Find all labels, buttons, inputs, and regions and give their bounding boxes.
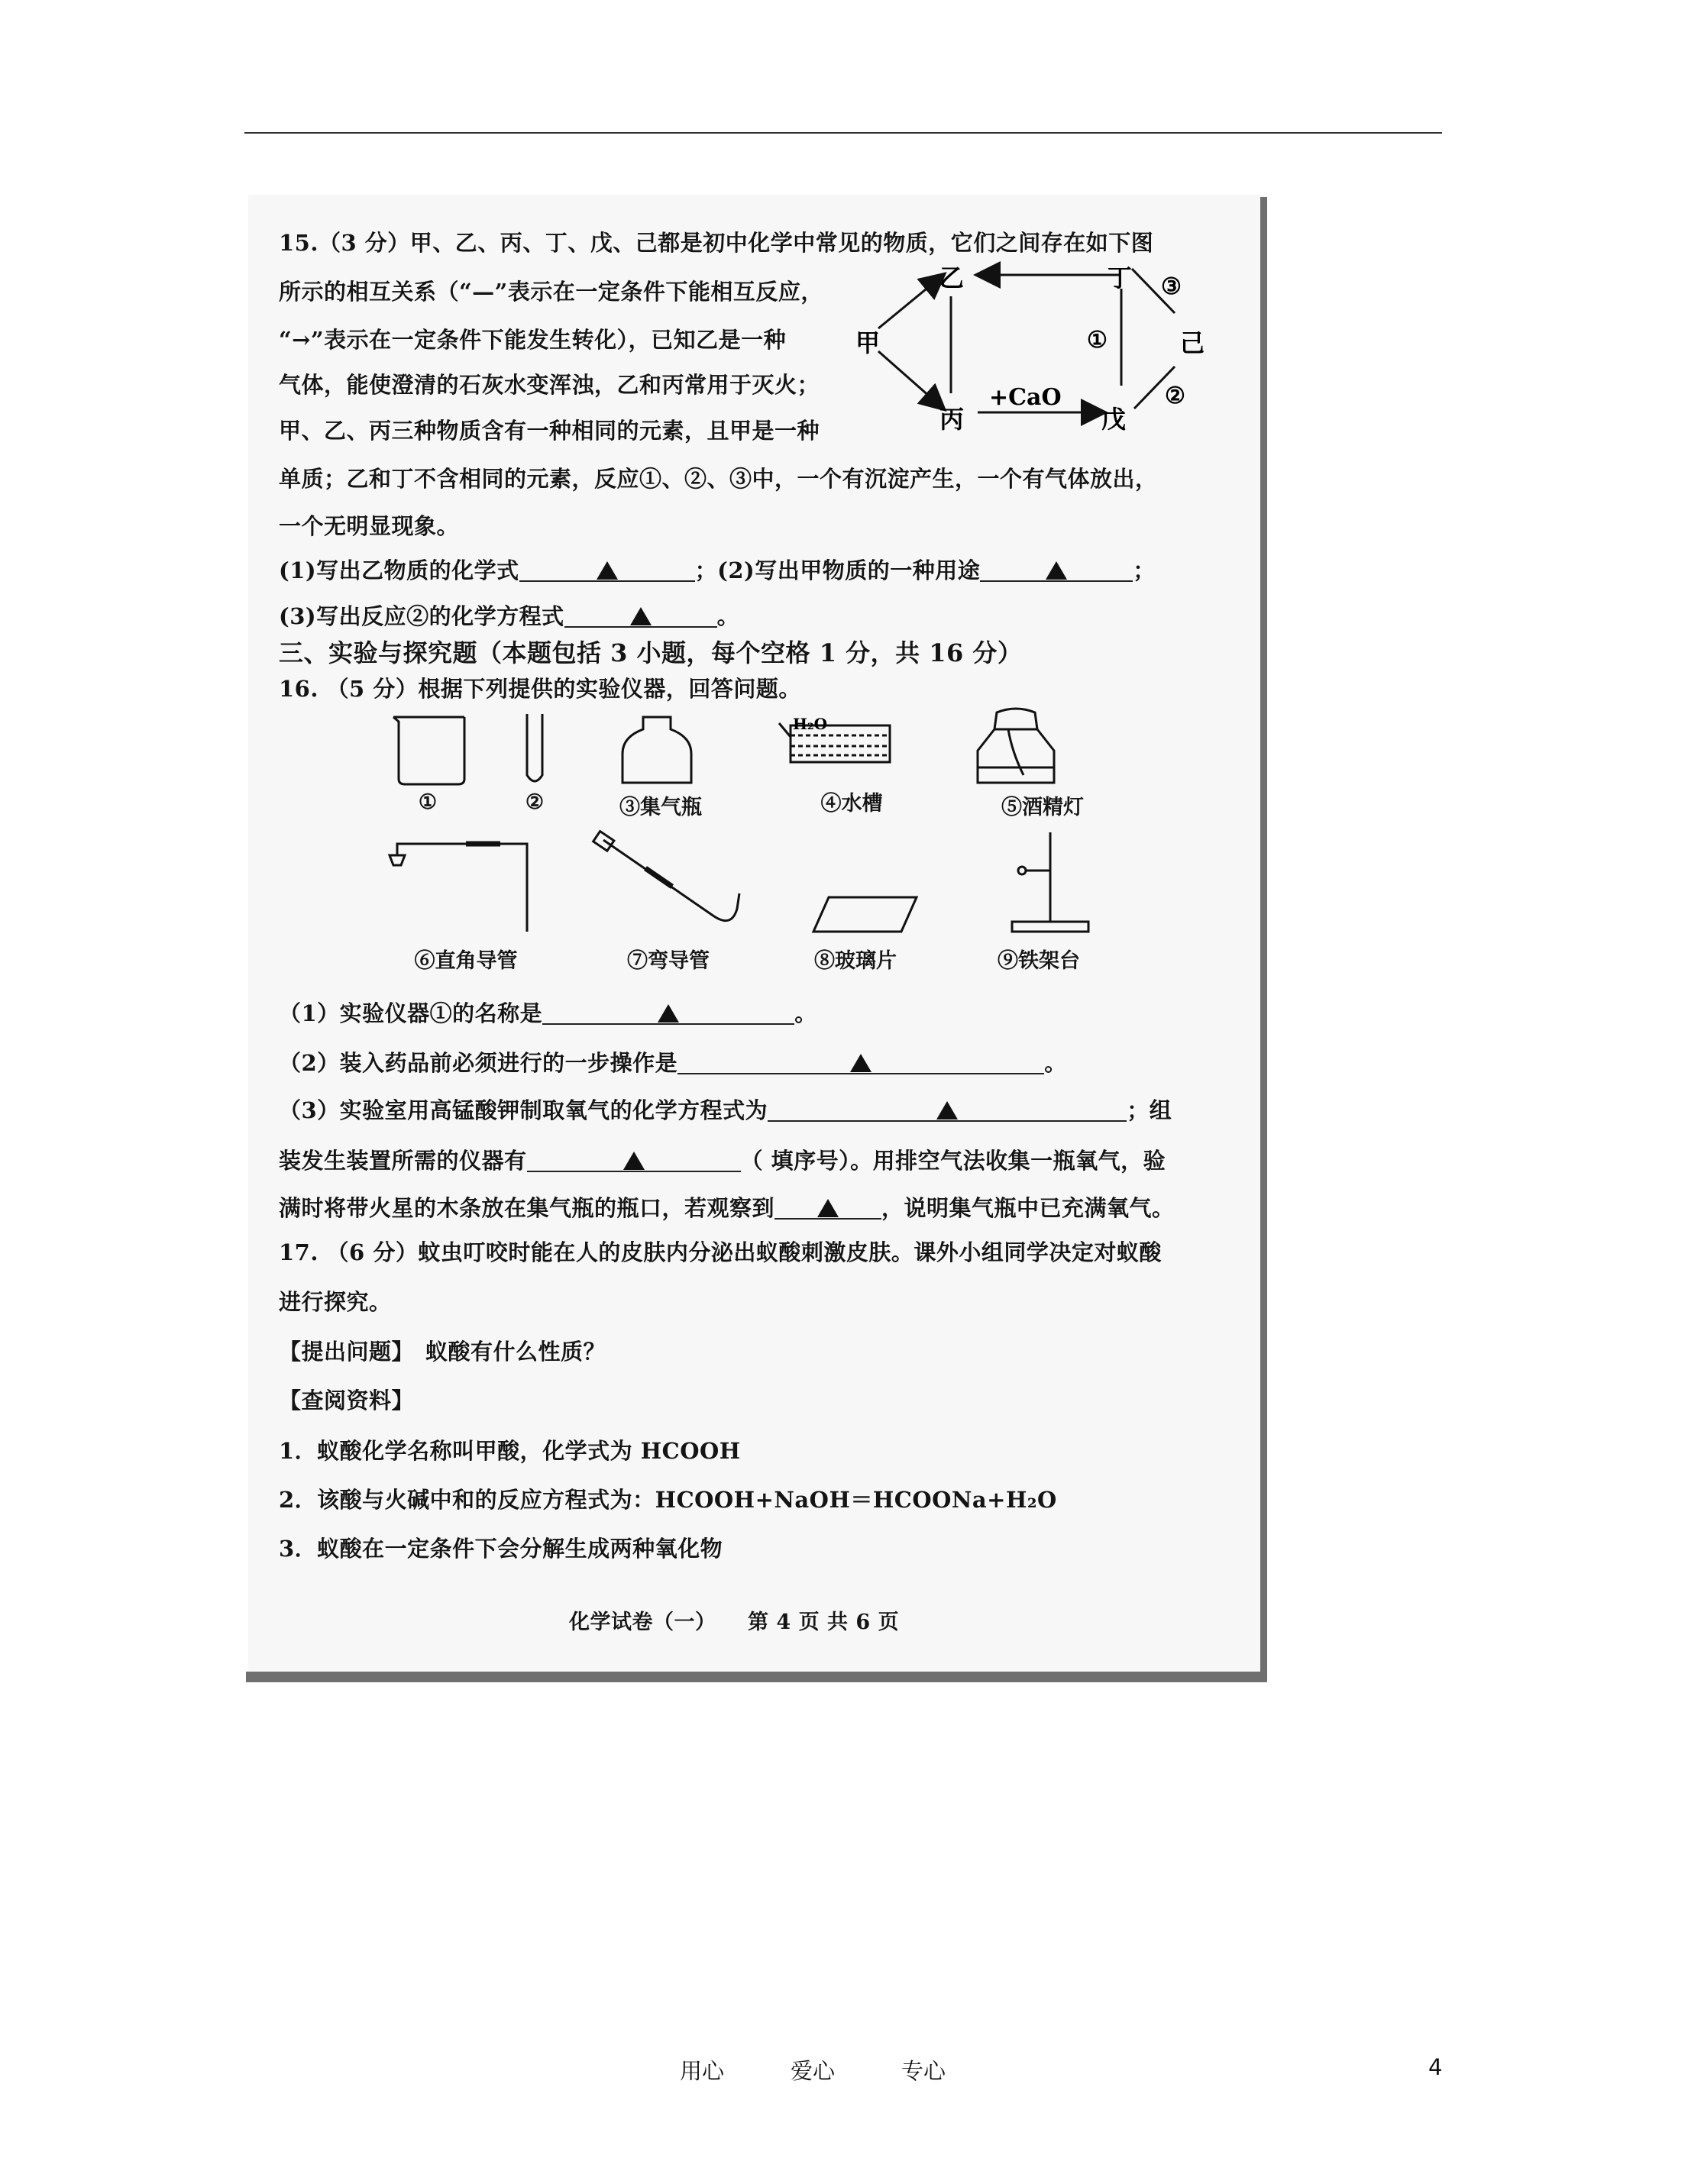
label-reaction-3: ③	[1161, 273, 1182, 300]
q17-reference-heading: 【查阅资料】	[279, 1388, 415, 1413]
q15-line2: 所示的相互关系（“—”表示在一定条件下能相互反应，	[279, 279, 823, 305]
answer-blank[interactable]	[768, 1097, 1127, 1122]
page-number: 4	[1428, 2054, 1443, 2080]
test-tube-icon	[527, 714, 542, 781]
q15-line5: 甲、乙、丙三种物质含有一种相同的元素，且甲是一种	[279, 418, 820, 444]
q16-sub2: （2）装入药品前必须进行的一步操作是 。	[279, 1050, 1067, 1076]
q15-line3: “→”表示在一定条件下能发生转化），已知乙是一种	[279, 327, 787, 353]
label-reaction-1: ①	[1087, 327, 1108, 354]
answer-blank[interactable]	[774, 1195, 881, 1220]
q15-line4: 气体，能使澄清的石灰水变浑浊，乙和丙常用于灭火；	[279, 372, 820, 398]
apparatus-label-8: ⑧玻璃片	[814, 949, 897, 973]
label-reaction-2: ②	[1165, 383, 1185, 409]
scan-shadow-bottom	[246, 1672, 1267, 1682]
q15-subquestions-1-2: (1)写出乙物质的化学式 ；(2)写出甲物质的一种用途 ；	[279, 557, 1156, 583]
node-ji: 己	[1180, 328, 1205, 357]
node-yi: 乙	[939, 263, 965, 292]
answer-marker-icon	[623, 1152, 645, 1170]
apparatus-drawings	[374, 706, 1138, 951]
apparatus-label-3: ③集气瓶	[619, 796, 702, 819]
q17-line2: 进行探究。	[279, 1289, 392, 1315]
q16-sub3-line3: 满时将带火星的木条放在集气瓶的瓶口，若观察到 ，说明集气瓶中已充满氧气。	[279, 1195, 1175, 1221]
answer-blank[interactable]	[542, 1000, 794, 1025]
q17-reference-2: 2．该酸与火碱中和的反应方程式为：HCOOH+NaOH＝HCOONa+H₂O	[279, 1487, 1057, 1513]
apparatus-label-4: ④水槽	[820, 792, 883, 816]
answer-blank[interactable]	[564, 603, 717, 628]
answer-marker-icon	[817, 1199, 839, 1217]
q17-line1: 17. （6 分）蚊虫叮咬时能在人的皮肤内分泌出蚁酸刺激皮肤。课外小组同学决定对蚁酸	[279, 1239, 1162, 1265]
right-angle-tube-icon	[390, 844, 527, 932]
apparatus-label-7: ⑦弯导管	[627, 949, 710, 973]
apparatus-label-2: ②	[525, 790, 545, 814]
section-heading: 三、实验与探究题（本题包括 3 小题，每个空格 1 分，共 16 分）	[279, 638, 1023, 667]
q17-reference-1: 1．蚁酸化学名称叫甲酸，化学式为 HCOOH	[279, 1438, 741, 1464]
answer-blank[interactable]	[980, 557, 1133, 582]
scan-shadow-right	[1260, 197, 1267, 1682]
footer-text-2: 爱心	[791, 2058, 836, 2084]
apparatus-label-1: ①	[418, 790, 438, 814]
reaction-diagram	[833, 252, 1214, 435]
node-wu: 戊	[1101, 405, 1127, 434]
gas-jar-icon	[622, 717, 691, 783]
node-ding: 丁	[1108, 263, 1133, 292]
header-rule	[244, 132, 1442, 134]
footer-text-3: 专心	[901, 2058, 946, 2084]
iron-stand-icon	[1012, 832, 1088, 932]
q17-reference-3: 3．蚁酸在一定条件下会分解生成两种氧化物	[279, 1536, 723, 1562]
answer-marker-icon	[1046, 561, 1067, 580]
glass-slide-icon	[813, 897, 917, 932]
answer-blank[interactable]	[527, 1148, 741, 1172]
label-cao: +CaO	[989, 384, 1062, 411]
alcohol-lamp-icon	[978, 709, 1054, 783]
q16-sub3-line1: （3）实验室用高锰酸钾制取氧气的化学方程式为 ；组	[279, 1097, 1172, 1123]
water-label: H₂O	[793, 715, 828, 733]
q15-line6: 单质；乙和丁不含相同的元素，反应①、②、③中，一个有沉淀产生，一个有气体放出，	[279, 466, 1158, 492]
answer-marker-icon	[936, 1101, 958, 1119]
q16-sub1: （1）实验仪器①的名称是 。	[279, 1000, 817, 1026]
footer-text-1: 用心	[680, 2058, 725, 2084]
answer-blank[interactable]	[519, 557, 695, 582]
apparatus-label-6: ⑥直角导管	[414, 949, 518, 973]
q15-subquestion-3: (3)写出反应②的化学方程式 。	[279, 603, 740, 629]
answer-marker-icon	[597, 561, 618, 580]
node-jia: 甲	[855, 328, 881, 357]
q15-line1: 15.（3 分）甲、乙、丙、丁、戊、己都是初中化学中常见的物质，它们之间存在如下图	[279, 230, 1154, 256]
bent-tube-icon	[593, 832, 739, 921]
answer-marker-icon	[850, 1054, 871, 1072]
answer-marker-icon	[658, 1004, 679, 1023]
q17-question: 【提出问题】 蚁酸有什么性质？	[279, 1339, 606, 1365]
q16-stem: 16. （5 分）根据下列提供的实验仪器，回答问题。	[279, 676, 801, 702]
q16-sub3-line2: 装发生装置所需的仪器有 （ 填序号）。用排空气法收集一瓶氧气，验	[279, 1148, 1166, 1174]
apparatus-label-5: ⑤酒精灯	[1001, 796, 1084, 819]
apparatus-label-9: ⑨铁架台	[998, 949, 1080, 973]
paper-footer: 化学试卷（一） 第 4 页 共 6 页	[569, 1611, 900, 1634]
node-bing: 丙	[939, 405, 965, 434]
q15-line7: 一个无明显现象。	[279, 513, 460, 539]
answer-marker-icon	[630, 607, 652, 625]
answer-blank[interactable]	[677, 1050, 1044, 1074]
beaker-icon	[393, 717, 464, 784]
